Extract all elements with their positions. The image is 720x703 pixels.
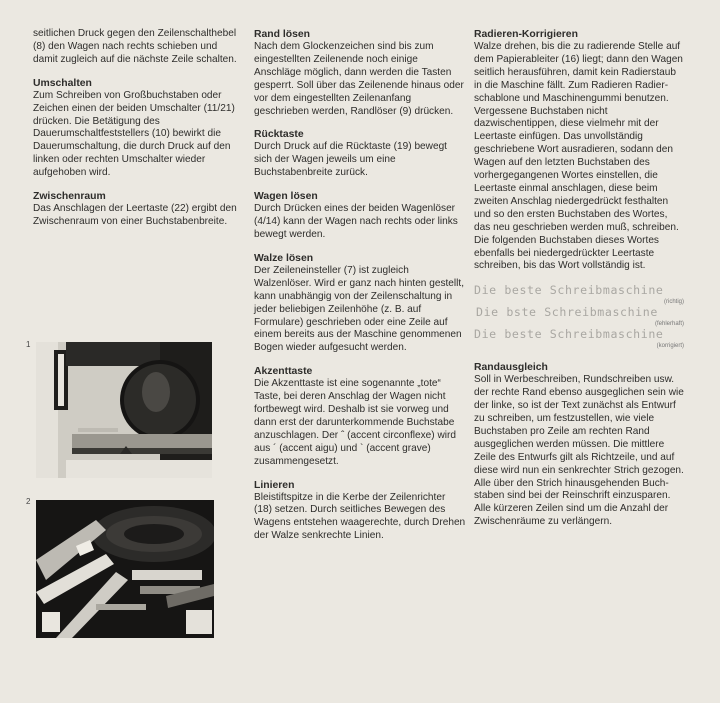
heading-linieren: Linieren xyxy=(254,479,295,491)
sample-faulty xyxy=(474,305,684,327)
figure-1-photo xyxy=(36,342,212,478)
heading-randausgleich: Randausgleich xyxy=(474,362,548,374)
heading-ruecktaste: Rücktaste xyxy=(254,129,304,141)
text-radieren-korrigieren: Walze drehen, bis die zu radierende Stelle auf dem Papierableiter (16) liegt; dann den Wagen seitlich herausführen, damit kein Radierstaub in die Maschine fällt. Zum Radieren Radierschablone und Maschinengummi benutzen. Vergessene Buchstaben nicht dazwischentippen, diese vielmehr mit der Leertaste einfügen. Das unvollständig geschriebene Wort ausradieren, sodann den Wagen auf den letzten Buchstaben des vorhergegangenen Wortes einstellen, die Leertaste einmal anschlagen, diese beim zweiten Anschlag niedergedrückt festhalten und so den ersten Buchstaben des Wortes, das neu geschrieben werden muß, schreiben. Die folgenden Buchstaben dieses Wortes ebenfalls bei niedergedrückter Leertaste schreiben, bis das Wort vollständig ist. xyxy=(474,41,683,272)
text-rand-loesen: Nach dem Glockenzeichen sind bis zum eingestellten Zeilenende noch einige Anschläge möglich, dann werden die Tasten gesperrt. Soll über das Zeilenende hinaus oder vor dem eingestellten Zeilenanfang geschrieben werden, Randlöser (9) drücken. xyxy=(254,41,464,117)
intro-paragraph: seitlichen Druck gegen den Zeilenschalthebel (8) den Wagen nach rechts schieben und damit zugleich auf die nächste Zeile schalten. xyxy=(33,28,237,65)
typewriter-mechanism-illustration xyxy=(36,500,214,638)
heading-umschalten: Umschalten xyxy=(33,77,92,89)
column-middle xyxy=(254,28,466,553)
column-left xyxy=(33,28,243,239)
text-linieren: Bleistiftspitze in die Kerbe der Zeilenrichter (18) setzen. Durch seitliches Bewegen des Wagens entstehen waagerechte, durch Drehen der Walze senkrechte Linien. xyxy=(254,491,466,542)
sample-correct xyxy=(474,283,684,305)
sample-correct-tag: (richtig) xyxy=(663,299,684,306)
figure-2-number: 2 xyxy=(26,497,31,506)
heading-wagen-loesen: Wagen lösen xyxy=(254,191,318,203)
sample-correct-text: Die beste Schreibmaschine xyxy=(474,283,664,298)
text-randausgleich: Soll in Werbeschreiben, Rundschreiben usw. der rechte Rand ebenso ausgeglichen sein wie der linke, so ist der Text zunächst als Entwurf zu schreiben, um festzustellen, wie viele Buchstaben pro Zeile am rechten Rand ausgeglichen werden müssen. Die mittlere Zeile des Entwurfs gilt als Richtzeile, und auf diese wird nun ein senkrechter Strich gezogen. Alle über den Strich hinausgehenden Buchstaben sind bei der Reinschrift einzusparen. Alle kürzeren Zeilen sind um die Anzahl der Zwischenräume zu verlängern. xyxy=(474,374,684,528)
sample-faulty-tag: (fehlerhaft) xyxy=(654,321,684,328)
figure-1-number: 1 xyxy=(26,340,31,349)
text-zwischenraum: Das Anschlagen der Leertaste (22) ergibt den Zwischenraum von einer Buchstabenbreite. xyxy=(33,203,237,227)
text-walze-loesen: Der Zeileneinsteller (7) ist zugleich Walzenlöser. Wird er ganz nach hinten gestellt, kann unabhängig von der Zeilenschaltung in jeder beliebigen Zeilenhöhe (z. B. auf Formulare) geschrieben oder eine Zeile auf einem bereits aus der Maschine genommenen Bogen wieder aufgesucht werden. xyxy=(254,264,465,354)
sample-faulty-text: Die bste Schreibmaschine xyxy=(476,305,658,320)
typing-samples xyxy=(474,283,684,349)
heading-walze-loesen: Walze lösen xyxy=(254,252,314,264)
typewriter-roller-illustration xyxy=(36,342,212,478)
column-right xyxy=(474,28,684,539)
heading-rand-loesen: Rand lösen xyxy=(254,29,311,40)
sample-corrected-tag: (korrigiert) xyxy=(656,343,684,350)
heading-radieren-korrigieren: Radieren-Korrigieren xyxy=(474,29,578,40)
text-ruecktaste: Durch Druck auf die Rücktaste (19) bewegt sich der Wagen jeweils um eine Buchstabenbreite zurück. xyxy=(254,141,447,179)
heading-zwischenraum: Zwischenraum xyxy=(33,191,106,203)
sample-corrected-text: Die beste Schreibmaschine xyxy=(474,327,664,342)
sample-corrected xyxy=(474,327,684,349)
text-akzenttaste: Die Akzenttaste ist eine sogenannte „tote“ Taste, bei deren Anschlag der Wagen nicht fortbewegt wird. Deshalb ist sie vorweg und dann erst der darunterkommende Buchstabe anzuschlagen. Der ˆ (accent circonflexe) wird aus ´ (accent aigu) und ` (accent grave) zusammengesetzt. xyxy=(254,378,456,467)
text-wagen-loesen: Durch Drücken eines der beiden Wagenlöser (4/14) kann der Wagen nach rechts oder links bewegt werden. xyxy=(254,203,458,240)
text-umschalten: Zum Schreiben von Großbuchstaben oder Zeichen einen der beiden Umschalter (11/21) drücken. Die Betätigung des Dauerumschaltfeststellers (10) bewirkt die Dauerumschaltung, die durch Druck auf den linken oder rechten Umschalter wieder aufgehoben wird. xyxy=(33,89,235,179)
figure-2-photo xyxy=(36,500,214,638)
heading-akzenttaste: Akzenttaste xyxy=(254,366,313,378)
